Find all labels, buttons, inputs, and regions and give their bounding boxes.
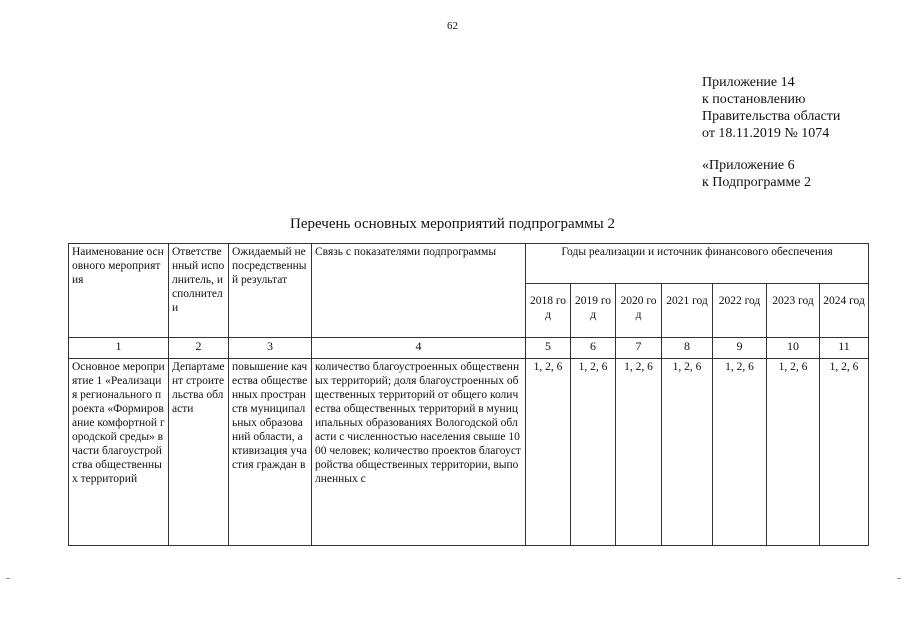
column-number: 7 [616,338,662,359]
scan-mark [897,578,901,579]
appendix-line: Приложение 14 [702,75,795,90]
appendix-line: к Подпрограмме 2 [702,175,812,190]
column-number: 9 [713,338,767,359]
header-activity: Наименование основного мероприятия [69,244,169,338]
year-source-cell: 1, 2, 6 [526,359,571,546]
header-indicators: Связь с показателями подпрограммы [312,244,526,338]
year-source-cell: 1, 2, 6 [662,359,713,546]
header-year: 2021 год [662,284,713,338]
result-cell: повышение качества общественных пространств муниципальных образований области, активизация участия граждан в [229,359,312,546]
column-number: 6 [571,338,616,359]
column-number: 4 [312,338,526,359]
column-number: 1 [69,338,169,359]
appendix-line: Правительства области [702,109,841,124]
activities-table [68,243,869,546]
column-number: 5 [526,338,571,359]
year-source-cell: 1, 2, 6 [571,359,616,546]
header-result: Ожидаемый непосредственный результат [229,244,312,338]
year-source-cell: 1, 2, 6 [820,359,869,546]
executor-cell: Департамент строительства области [169,359,229,546]
table-row [69,359,869,546]
header-executor: Ответственный исполнитель, исполнители [169,244,229,338]
year-source-cell: 1, 2, 6 [767,359,820,546]
column-number-row [69,338,869,359]
appendix-line: к постановлению [702,92,806,107]
header-years-group: Годы реализации и источник финансового обеспечения [526,244,869,284]
header-year: 2018 год [526,284,571,338]
appendix-line: от 18.11.2019 № 1074 [702,126,830,141]
header-year: 2019 год [571,284,616,338]
header-year: 2020 год [616,284,662,338]
year-source-cell: 1, 2, 6 [616,359,662,546]
appendix-line: «Приложение 6 [702,158,795,173]
year-source-cell: 1, 2, 6 [713,359,767,546]
scan-mark [6,578,10,579]
header-year: 2024 год [820,284,869,338]
header-year: 2022 год [713,284,767,338]
column-number: 11 [820,338,869,359]
header-year: 2023 год [767,284,820,338]
column-number: 10 [767,338,820,359]
column-number: 2 [169,338,229,359]
page-number: 62 [447,20,458,32]
column-number: 3 [229,338,312,359]
appendix-gap [702,142,840,157]
indicators-cell: количество благоустроенных общественных территорий; доля благоустроенных общественных территорий от общего количества общественных территорий в муниципальных образованиях Вологодской области с численностью населения свыше 1000 человек; количество проектов благоустройства общественных территории, выполненных с [312,359,526,546]
activity-cell: Основное мероприятие 1 «Реализация регионального проекта «Формирование комфортной городской среды» в части благоустройства общественных территорий [69,359,169,546]
column-number: 8 [662,338,713,359]
document-title: Перечень основных мероприятий подпрограммы 2 [290,216,615,232]
appendix-header [702,74,840,191]
